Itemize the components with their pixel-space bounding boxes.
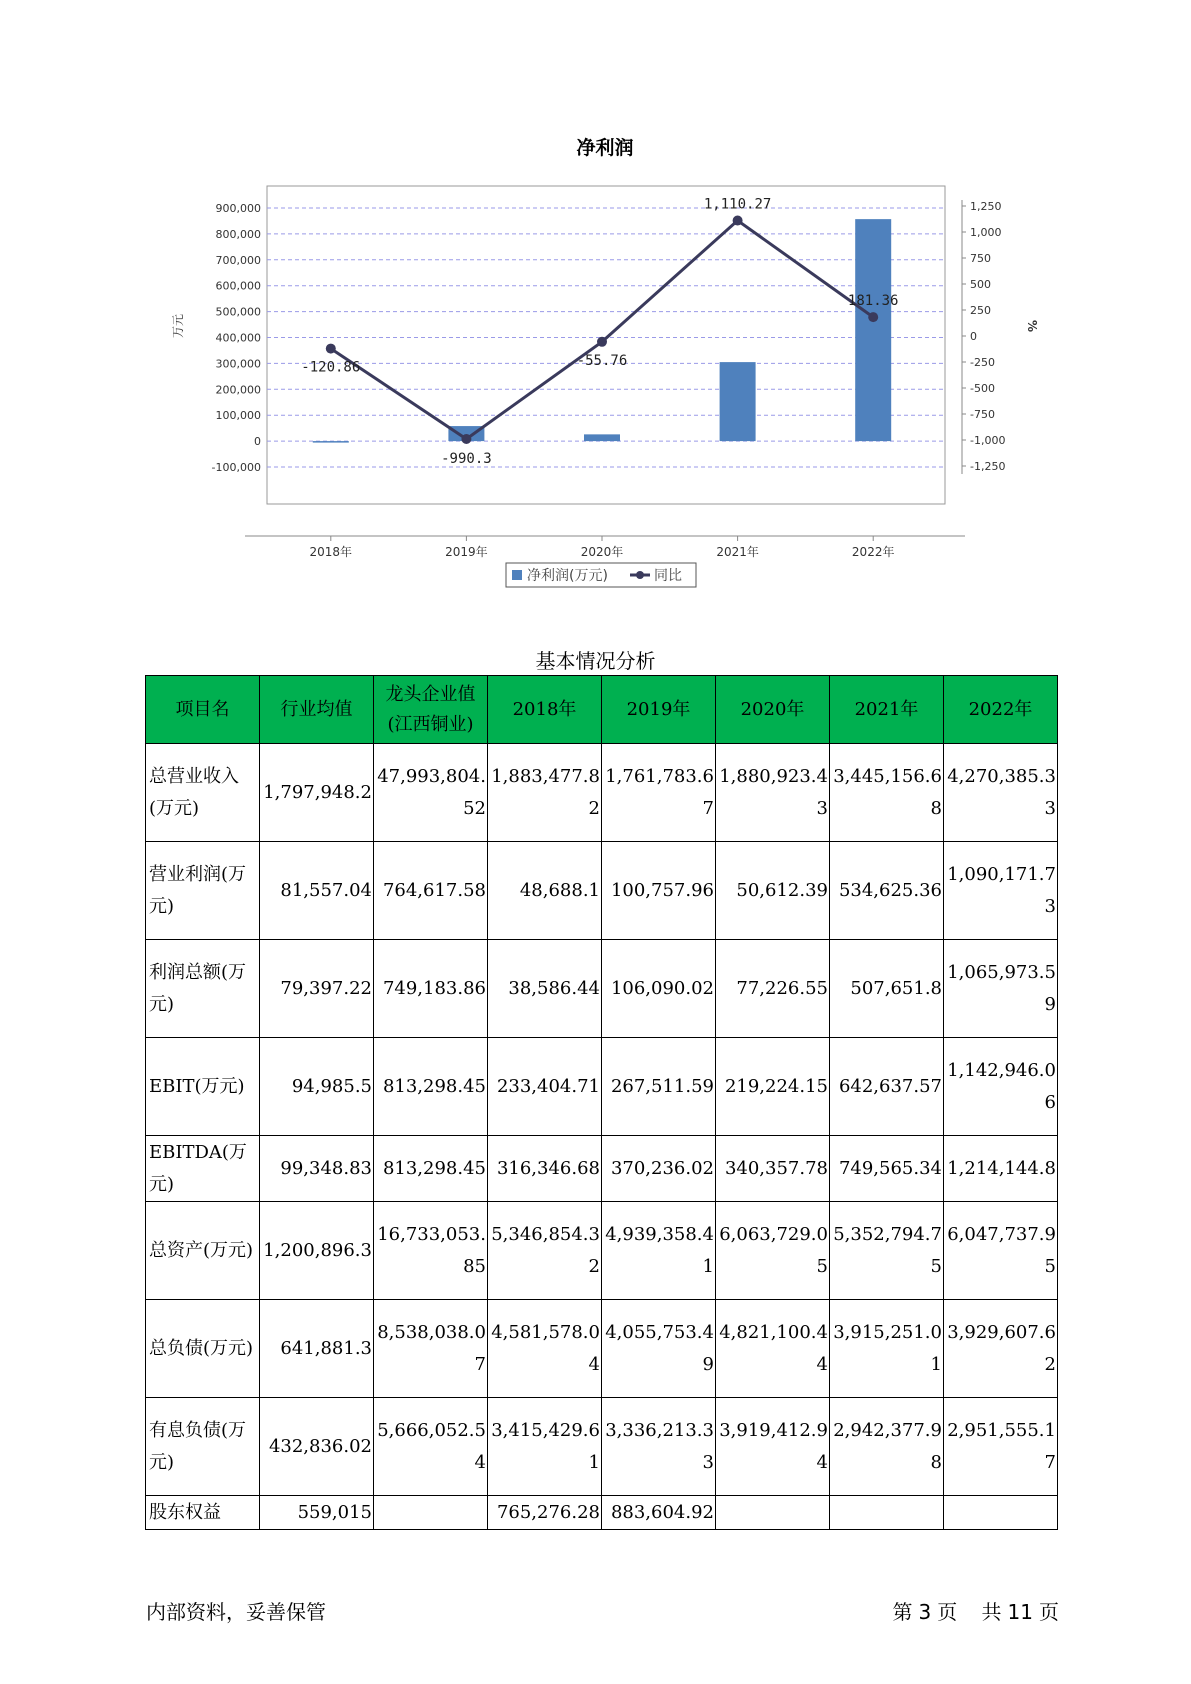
value-cell: 79,397.22 bbox=[260, 940, 374, 1038]
net-profit-bar bbox=[313, 441, 349, 443]
header-leader-value: 龙头企业值(江西铜业) bbox=[374, 676, 488, 744]
y2-tick-label: 500 bbox=[970, 278, 991, 291]
footer-confidential-note: 内部资料，妥善保管 bbox=[146, 1600, 326, 1624]
y2-tick-label: 750 bbox=[970, 252, 991, 265]
header-item-name: 项目名 bbox=[146, 676, 260, 744]
y-tick-label: 100,000 bbox=[215, 409, 261, 423]
value-cell: 2,942,377.98 bbox=[830, 1398, 944, 1496]
y-tick-label: -100,000 bbox=[211, 461, 261, 474]
y-tick-label: 500,000 bbox=[215, 305, 261, 319]
value-cell: 4,270,385.33 bbox=[944, 744, 1058, 842]
value-cell: 77,226.55 bbox=[716, 940, 830, 1038]
header-2022: 2022年 bbox=[944, 676, 1058, 744]
value-cell: 2,951,555.17 bbox=[944, 1398, 1058, 1496]
y-tick-label: 300,000 bbox=[215, 357, 261, 371]
value-cell: 534,625.36 bbox=[830, 842, 944, 940]
page-current: 3 bbox=[918, 1600, 932, 1624]
yoy-point bbox=[597, 337, 607, 347]
y2-tick-label: 0 bbox=[970, 330, 977, 343]
row-label-cell: EBIT(万元) bbox=[146, 1038, 260, 1136]
row-label-cell: 股东权益 bbox=[146, 1496, 260, 1530]
value-cell: 99,348.83 bbox=[260, 1136, 374, 1202]
yoy-data-label: -990.3 bbox=[441, 450, 492, 467]
value-cell: 432,836.02 bbox=[260, 1398, 374, 1496]
value-cell: 6,047,737.95 bbox=[944, 1202, 1058, 1300]
table-row bbox=[146, 1202, 1058, 1300]
header-2019: 2019年 bbox=[602, 676, 716, 744]
value-cell: 94,985.5 bbox=[260, 1038, 374, 1136]
value-cell: 4,939,358.41 bbox=[602, 1202, 716, 1300]
value-cell: 316,346.68 bbox=[488, 1136, 602, 1202]
y2-tick-label: 1,000 bbox=[970, 226, 1002, 239]
header-2018: 2018年 bbox=[488, 676, 602, 744]
yoy-point bbox=[733, 216, 743, 226]
yoy-point bbox=[868, 312, 878, 322]
value-cell: 1,142,946.06 bbox=[944, 1038, 1058, 1136]
yoy-data-label: 1,110.27 bbox=[703, 196, 772, 213]
page-label-gong: 共 bbox=[981, 1600, 1002, 1624]
y-tick-label: 800,000 bbox=[215, 227, 261, 241]
y-tick-label: 400,000 bbox=[215, 331, 261, 345]
table-row bbox=[146, 1300, 1058, 1398]
page-label-ye2: 页 bbox=[1039, 1600, 1059, 1624]
value-cell: 5,346,854.32 bbox=[488, 1202, 602, 1300]
value-cell: 5,352,794.75 bbox=[830, 1202, 944, 1300]
value-cell: 3,915,251.01 bbox=[830, 1300, 944, 1398]
table-header-row bbox=[146, 676, 1058, 744]
y-tick-label: 200,000 bbox=[215, 383, 261, 397]
value-cell: 749,565.34 bbox=[830, 1136, 944, 1202]
value-cell: 765,276.28 bbox=[488, 1496, 602, 1530]
net-profit-bar bbox=[855, 219, 891, 441]
header-industry-avg: 行业均值 bbox=[260, 676, 374, 744]
chart-title: 净利润 bbox=[576, 137, 634, 159]
y2-tick-label: 1,250 bbox=[970, 200, 1002, 213]
page-label-di: 第 bbox=[892, 1600, 913, 1624]
row-label-cell: 总负债(万元) bbox=[146, 1300, 260, 1398]
value-cell: 340,357.78 bbox=[716, 1136, 830, 1202]
y2-tick-label: -1,250 bbox=[970, 460, 1006, 473]
net-profit-bar bbox=[584, 434, 620, 441]
value-cell: 1,761,783.67 bbox=[602, 744, 716, 842]
value-cell: 233,404.71 bbox=[488, 1038, 602, 1136]
value-cell: 559,015 bbox=[260, 1496, 374, 1530]
value-cell: 4,055,753.49 bbox=[602, 1300, 716, 1398]
table-row bbox=[146, 1038, 1058, 1136]
header-2020: 2020年 bbox=[716, 676, 830, 744]
table-row bbox=[146, 1398, 1058, 1496]
net-profit-bar bbox=[720, 362, 756, 441]
y2-axis-label: % bbox=[1025, 319, 1039, 333]
yoy-point bbox=[326, 344, 336, 354]
y2-tick-label: 250 bbox=[970, 304, 991, 317]
value-cell: 370,236.02 bbox=[602, 1136, 716, 1202]
x-tick-label: 2020年 bbox=[580, 545, 624, 559]
chart-svg bbox=[150, 130, 1050, 600]
table-row bbox=[146, 842, 1058, 940]
value-cell: 749,183.86 bbox=[374, 940, 488, 1038]
y-tick-label: 900,000 bbox=[215, 202, 261, 215]
value-cell: 813,298.45 bbox=[374, 1038, 488, 1136]
table-row bbox=[146, 744, 1058, 842]
value-cell: 48,688.1 bbox=[488, 842, 602, 940]
legend-line-marker bbox=[636, 571, 644, 579]
value-cell: 267,511.59 bbox=[602, 1038, 716, 1136]
value-cell: 81,557.04 bbox=[260, 842, 374, 940]
y-tick-label: 600,000 bbox=[215, 279, 261, 293]
header-2021: 2021年 bbox=[830, 676, 944, 744]
value-cell: 5,666,052.54 bbox=[374, 1398, 488, 1496]
value-cell bbox=[716, 1496, 830, 1530]
y-axis-label: 万元 bbox=[171, 313, 185, 339]
value-cell: 1,090,171.73 bbox=[944, 842, 1058, 940]
yoy-data-label: -55.76 bbox=[576, 352, 628, 369]
table-caption: 基本情况分析 bbox=[535, 649, 656, 673]
value-cell: 1,065,973.59 bbox=[944, 940, 1058, 1038]
legend-bar-swatch bbox=[512, 570, 522, 580]
legend-bar-label: 净利润(万元) bbox=[527, 568, 608, 584]
value-cell: 764,617.58 bbox=[374, 842, 488, 940]
value-cell: 3,445,156.68 bbox=[830, 744, 944, 842]
page-total: 11 bbox=[1007, 1600, 1033, 1624]
row-label-cell: 总营业收入(万元) bbox=[146, 744, 260, 842]
table-row bbox=[146, 940, 1058, 1038]
row-label-cell: 营业利润(万元) bbox=[146, 842, 260, 940]
x-tick-label: 2018年 bbox=[309, 545, 353, 559]
x-tick-label: 2022年 bbox=[851, 545, 895, 559]
value-cell bbox=[944, 1496, 1058, 1530]
value-cell: 1,797,948.2 bbox=[260, 744, 374, 842]
page-label-ye: 页 bbox=[937, 1600, 958, 1624]
value-cell: 642,637.57 bbox=[830, 1038, 944, 1136]
yoy-data-label: 181.36 bbox=[847, 293, 899, 310]
legend-line-label: 同比 bbox=[654, 568, 682, 584]
value-cell: 6,063,729.05 bbox=[716, 1202, 830, 1300]
value-cell: 641,881.3 bbox=[260, 1300, 374, 1398]
value-cell: 3,415,429.61 bbox=[488, 1398, 602, 1496]
row-label-cell: EBITDA(万元) bbox=[146, 1136, 260, 1202]
basic-analysis-table bbox=[145, 675, 1058, 1530]
y-tick-label: 0 bbox=[254, 435, 261, 449]
y2-tick-label: -1,000 bbox=[970, 434, 1006, 447]
footer-page-number bbox=[886, 1596, 1059, 1625]
y2-tick-label: -500 bbox=[970, 382, 995, 395]
value-cell: 50,612.39 bbox=[716, 842, 830, 940]
value-cell bbox=[830, 1496, 944, 1530]
yoy-point bbox=[461, 434, 471, 444]
value-cell: 1,214,144.8 bbox=[944, 1136, 1058, 1202]
value-cell: 16,733,053.85 bbox=[374, 1202, 488, 1300]
value-cell: 3,929,607.62 bbox=[944, 1300, 1058, 1398]
value-cell: 219,224.15 bbox=[716, 1038, 830, 1136]
row-label-cell: 总资产(万元) bbox=[146, 1202, 260, 1300]
value-cell: 883,604.92 bbox=[602, 1496, 716, 1530]
yoy-data-label: -120.86 bbox=[301, 359, 361, 376]
x-tick-label: 2021年 bbox=[716, 545, 759, 559]
value-cell: 38,586.44 bbox=[488, 940, 602, 1038]
value-cell: 106,090.02 bbox=[602, 940, 716, 1038]
value-cell: 47,993,804.52 bbox=[374, 744, 488, 842]
value-cell: 507,651.8 bbox=[830, 940, 944, 1038]
value-cell: 4,821,100.44 bbox=[716, 1300, 830, 1398]
net-profit-chart bbox=[150, 130, 1050, 600]
value-cell: 3,919,412.94 bbox=[716, 1398, 830, 1496]
value-cell: 8,538,038.07 bbox=[374, 1300, 488, 1398]
value-cell: 813,298.45 bbox=[374, 1136, 488, 1202]
row-label-cell: 有息负债(万元) bbox=[146, 1398, 260, 1496]
y2-tick-label: -250 bbox=[970, 356, 995, 369]
value-cell: 1,200,896.3 bbox=[260, 1202, 374, 1300]
row-label-cell: 利润总额(万元) bbox=[146, 940, 260, 1038]
value-cell: 1,880,923.43 bbox=[716, 744, 830, 842]
value-cell: 100,757.96 bbox=[602, 842, 716, 940]
y2-tick-label: -750 bbox=[970, 408, 995, 421]
value-cell: 3,336,213.33 bbox=[602, 1398, 716, 1496]
value-cell bbox=[374, 1496, 488, 1530]
table-row bbox=[146, 1136, 1058, 1202]
x-tick-label: 2019年 bbox=[445, 545, 488, 559]
value-cell: 1,883,477.82 bbox=[488, 744, 602, 842]
table-row bbox=[146, 1496, 1058, 1530]
value-cell: 4,581,578.04 bbox=[488, 1300, 602, 1398]
y-tick-label: 700,000 bbox=[215, 253, 261, 267]
